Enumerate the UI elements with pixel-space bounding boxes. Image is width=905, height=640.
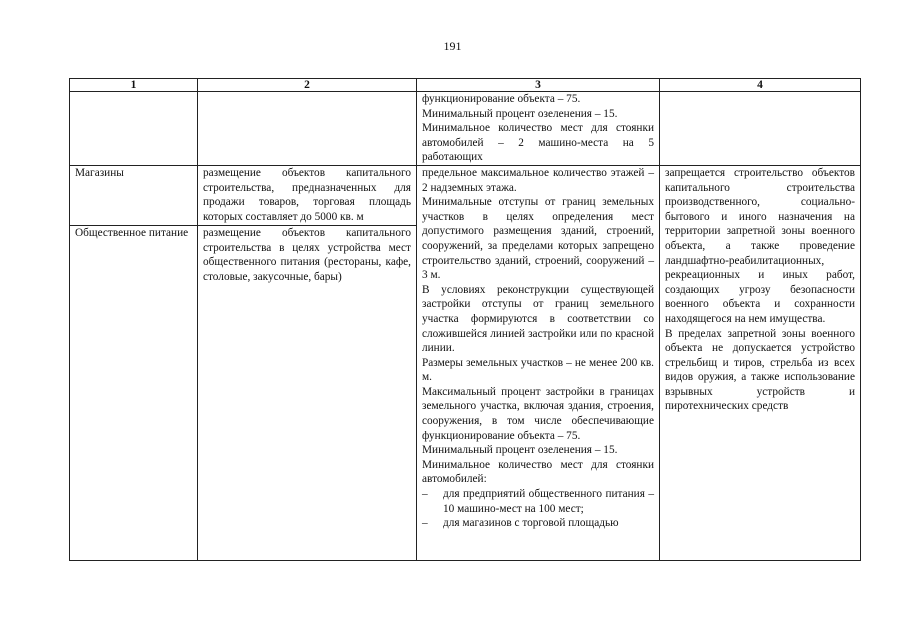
use-description-text: размещение объектов капитального строительства, предназначенных для продажи товаров, торговая площадь которых составляет до 5000 кв. м <box>203 166 411 223</box>
continuation-text-2: Минимальный процент озеленения – 15. <box>422 107 618 120</box>
use-description-shops <box>198 165 417 225</box>
parameter-text: В условиях реконструкции существующей застройки отступы от границ земельного участка формируются в соответствии со сложившейся линией застройки или по красной линии. <box>422 283 654 355</box>
list-item: – для предприятий общественного питания – 10 машино-мест на 100 мест; <box>422 487 654 516</box>
continuation-col-4 <box>660 92 861 166</box>
restrictions-cell <box>660 165 861 560</box>
header-col-3: 3 <box>417 79 660 92</box>
use-name-text: Магазины <box>75 166 124 179</box>
restriction-text: запрещается строительство объектов капитального строительства производственного, социально-бытового и иного назначения на территории запретной зоны военного объекта, а также проведение ландшафтно-реабилитационных, рекреационных и иных работ, создающих угрозу безопасности военного объекта и сохранности находящегося на нем имущества. <box>665 166 855 325</box>
restriction-text: В пределах запретной зоны военного объекта не допускается устройство стрельбищ и тиров, стрельба из всех видов оружия, а также использование взрывных устройств и пиротехнических средств <box>665 327 855 413</box>
table-header-row <box>70 79 861 92</box>
parameter-text: Минимальный процент озеленения – 15. <box>422 444 618 457</box>
header-col-1: 1 <box>70 79 198 92</box>
continuation-col-1 <box>70 92 198 166</box>
use-description-catering <box>198 225 417 560</box>
use-name-shops <box>70 165 198 225</box>
parameter-text: Минимальное количество мест для стоянки автомобилей: <box>422 458 654 486</box>
parameters-cell <box>417 165 660 560</box>
parameter-text: Минимальные отступы от границ земельных участков в целях определения мест допустимого размещения зданий, строений, сооружений, за пределами которых запрещено строительство зданий, строений, сооружений – 3 м. <box>422 196 654 282</box>
continuation-col-3 <box>417 92 660 166</box>
parameter-text: Максимальный процент застройки в границах земельного участка, включая здания, строения, сооружения, в том числе обеспечивающие функционирование объекта – 75. <box>422 385 654 442</box>
use-name-text: Общественное питание <box>75 226 189 239</box>
header-col-4: 4 <box>660 79 861 92</box>
continuation-col-2 <box>198 92 417 166</box>
header-col-2: 2 <box>198 79 417 92</box>
list-item: – для магазинов с торговой площадью <box>422 516 654 531</box>
parking-list <box>422 487 654 531</box>
continuation-text-1: функционирование объекта – 75. <box>422 93 581 105</box>
parameter-text: Размеры земельных участков – не менее 200 кв. м. <box>422 356 654 384</box>
parameter-text: предельное максимальное количество этажей – 2 надземных этажа. <box>422 166 654 194</box>
table-row-shops <box>70 165 861 225</box>
continuation-text-3: Минимальное количество мест для стоянки автомобилей – 2 машино-места на 5 работающих <box>422 122 654 164</box>
use-name-catering <box>70 225 198 560</box>
zoning-table <box>69 78 861 561</box>
table-row-continuation <box>70 92 861 166</box>
page-number: 191 <box>443 39 462 53</box>
use-description-text: размещение объектов капитального строительства в целях устройства мест общественного питания (рестораны, кафе, столовые, закусочные, бары) <box>203 226 411 283</box>
